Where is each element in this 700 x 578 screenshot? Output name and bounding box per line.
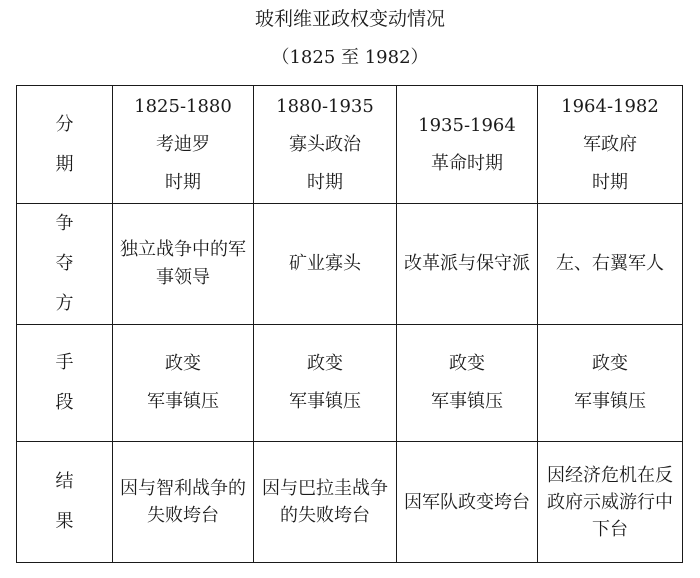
period-cell — [113, 86, 254, 204]
means-line: 政变 — [165, 353, 201, 374]
contenders-cell: 改革派与保守派 — [397, 204, 538, 325]
row-label-means — [17, 325, 113, 442]
row-label-char: 期 — [55, 153, 74, 175]
table-row-contenders — [17, 204, 683, 325]
period-years: 1964-1982 — [561, 95, 659, 117]
regime-change-table — [16, 85, 683, 563]
row-label-char: 方 — [55, 293, 74, 314]
row-label-char: 结 — [55, 471, 74, 492]
period-cell — [538, 86, 683, 204]
result-cell: 因与巴拉圭战争的失败垮台 — [254, 442, 397, 563]
contenders-cell: 矿业寡头 — [254, 204, 397, 325]
period-years: 1935-1964 — [418, 114, 516, 136]
period-suffix: 时期 — [592, 171, 628, 193]
row-label-char: 夺 — [55, 253, 74, 274]
row-label-period — [17, 86, 113, 204]
row-label-char: 果 — [55, 511, 74, 532]
period-cell — [397, 86, 538, 204]
period-name: 考迪罗 — [156, 133, 210, 155]
document-title: 玻利维亚政权变动情况 — [254, 8, 445, 30]
period-cell — [254, 86, 397, 204]
table-row-means — [17, 325, 683, 442]
result-cell: 因军队政变垮台 — [397, 442, 538, 563]
period-suffix: 时期 — [307, 171, 343, 193]
result-cell: 因与智利战争的失败垮台 — [113, 442, 254, 563]
table-row-result — [17, 442, 683, 563]
period-years: 1880-1935 — [276, 95, 374, 117]
contenders-cell: 独立战争中的军事领导 — [113, 204, 254, 325]
means-line: 军事镇压 — [431, 391, 503, 412]
means-line: 军事镇压 — [289, 391, 361, 412]
means-line: 军事镇压 — [147, 391, 219, 412]
row-label-char: 段 — [55, 392, 74, 413]
row-label-char: 分 — [55, 113, 74, 135]
means-line: 政变 — [307, 353, 343, 374]
period-suffix: 时期 — [165, 171, 201, 193]
row-label-char: 争 — [55, 213, 74, 234]
contenders-cell: 左、右翼军人 — [538, 204, 683, 325]
means-line: 政变 — [449, 353, 485, 374]
document-subtitle: （1825 至 1982） — [271, 47, 429, 68]
means-cell — [113, 325, 254, 442]
period-years: 1825-1880 — [134, 95, 232, 117]
means-line: 军事镇压 — [574, 391, 646, 412]
means-cell — [538, 325, 683, 442]
table-row-period — [17, 86, 683, 204]
row-label-result — [17, 442, 113, 563]
period-name: 寡头政治 — [289, 133, 361, 155]
row-label-contenders — [17, 204, 113, 325]
result-cell: 因经济危机在反政府示威游行中下台 — [538, 442, 683, 563]
means-cell — [397, 325, 538, 442]
means-cell — [254, 325, 397, 442]
row-label-char: 手 — [55, 352, 74, 373]
period-name: 军政府 — [583, 133, 637, 155]
period-name: 革命时期 — [431, 152, 503, 174]
means-line: 政变 — [592, 353, 628, 374]
